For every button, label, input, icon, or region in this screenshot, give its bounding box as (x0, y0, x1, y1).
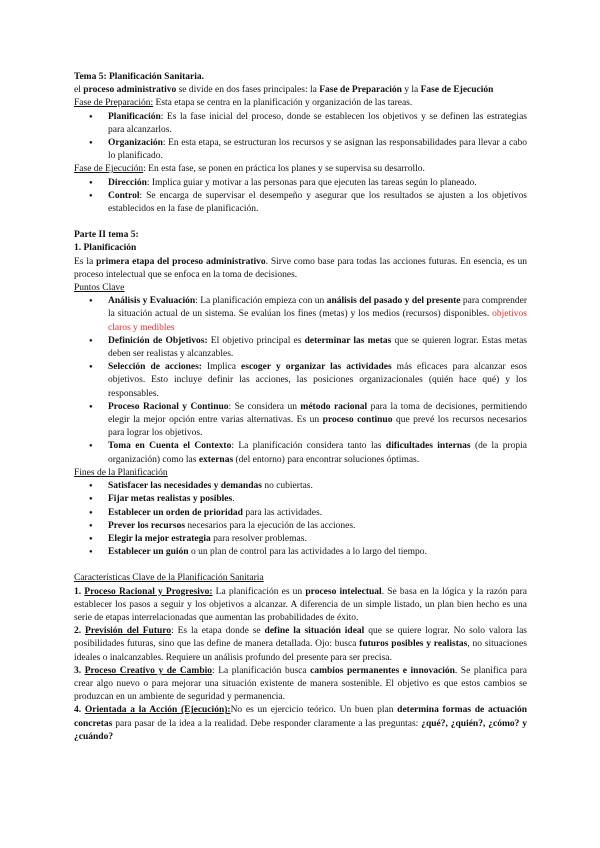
fase-preparacion: Fase de Preparación: Esta etapa se centra en la planificación y organización de las tareas. (74, 98, 413, 109)
list-item: ● Organización: En esta etapa, se estructuran los recursos y se asignan las responsabilidades para llevar a cabo lo planificado. (74, 137, 527, 163)
document-page (74, 71, 527, 744)
list-item: ● Control: Se encarga de supervisar el desempeño y asegurar que los resultados se ajusten a los objetivos establecidos en la fase de planificación. (74, 190, 527, 216)
fase-ejecucion-list (74, 177, 527, 217)
caracteristicas-heading: Características Clave de la Planificación Sanitaria (74, 573, 264, 584)
list-item: ● Establecer un guión o un plan de control para las actividades a lo largo del tiempo. (74, 546, 527, 559)
list-item: ● Fijar metas realistas y posibles. (74, 493, 527, 506)
tema5-title: Tema 5: Planificación Sanitaria. (74, 72, 205, 82)
puntos-clave-list (74, 295, 527, 467)
caracteristica-3: 3. Proceso Creativo y de Cambio: La planificación busca cambios permanentes e innovación. Se planifica para crear algo nuevo o para mejorar una situación existente de manera sostenible. El objetivo es que estos cambios se produzcan en un ambiente de seguridad y permanencia. (74, 665, 528, 703)
tema5-intro: el proceso administrativo se divide en dos fases principales: la Fase de Preparación y la Fase de Ejecución (74, 85, 494, 96)
caracteristica-2: 2. Previsión del Futuro: Es la etapa donde se define la situación ideal que se quiere lograr. No solo valora las posibilidades futuras, sino que las define de manera detallada. Ojo: busca futuros posibles y realistas, no situaciones ideales o inalcanzables. Requiere un análisis profundo del presente para ser precisa. (74, 626, 528, 663)
list-item: ● Prever los recursos necesarios para la ejecución de las acciones. (74, 520, 527, 533)
parte2-title: Parte II tema 5: (74, 230, 139, 241)
planificacion-intro: Es la primera etapa del proceso administrativo. Sirve como base para todas las acciones futuras. En esencia, es un proceso intelectual que se enfoca en la toma de decisiones. (74, 256, 528, 280)
list-item: ● Establecer un orden de prioridad para las actividades. (74, 507, 527, 520)
fines-heading: Fines de la Planificación (74, 467, 168, 478)
list-item: ● Proceso Racional y Continuo: Se considera un método racional para la toma de decisiones, permitiendo elegir la mejor opción entre varias alternativas. Es un proceso continuo que prevé los recursos necesarios para lograr los objetivos. (74, 401, 527, 441)
list-item: ● Planificación: Es la fase inicial del proceso, donde se establecen los objetivos y se definen las estrategias para alcanzarlos. (74, 111, 527, 137)
list-item: ● Toma en Cuenta el Contexto: La planificación considera tanto las dificultades internas (de la propia organización) como las externas (del entorno) para encontrar soluciones óptimas. (74, 440, 527, 466)
list-item: ● Definición de Objetivos: El objetivo principal es determinar las metas que se quieren lograr. Estas metas deben ser realistas y alcanzables. (74, 335, 527, 361)
caracteristica-1: 1. Proceso Racional y Progresivo: La planificación es un proceso intelectual. Se basa en la lógica y la razón para establecer los pasos a seguir y los objetivos a alcanzar. A diferencia de un simple listado, un plan bien hecho es una serie de etapas interrelacionadas que aumentan las probabilidades de éxito. (74, 586, 528, 623)
fase-preparacion-list (74, 111, 527, 164)
list-item: ● Dirección: Implica guiar y motivar a las personas para que ejecuten las tareas según lo planeado. (74, 177, 527, 190)
fines-list (74, 480, 527, 559)
caracteristica-4: 4. Orientada a la Acción (Ejecución):No es un ejercicio teórico. Un buen plan determina formas de actuación concretas para pasar de la idea a la realidad. Debe responder claramente a las preguntas: ¿qué?, ¿quién?, ¿cómo? y ¿cuándo? (74, 705, 528, 742)
fase-ejecucion: Fase de Ejecución: En esta fase, se ponen en práctica los planes y se supervisa su desarrollo. (74, 164, 425, 175)
list-item: ● Selección de acciones: Implica escoger y organizar las actividades más eficaces para alcanzar esos objetivos. Esto incluye definir las acciones, las posiciones organizacionales (quién hace qué) y los responsables. (74, 361, 527, 401)
list-item: ● Satisfacer las necesidades y demandas no cubiertas. (74, 480, 527, 493)
puntos-clave-heading: Puntos Clave (74, 283, 125, 294)
list-item: ● Análisis y Evaluación: La planificación empieza con un análisis del pasado y del presente para comprender la situación actual de un sistema. Se evalúan los fines (metas) y los medios (recursos) disponibles. objetivos claros y medibles (74, 295, 527, 335)
red-annotation: objetivos claros y medibles (108, 309, 527, 333)
list-item: ● Elegir la mejor estrategia para resolver problemas. (74, 533, 527, 546)
planificacion-heading: 1. Planificación (74, 243, 137, 254)
